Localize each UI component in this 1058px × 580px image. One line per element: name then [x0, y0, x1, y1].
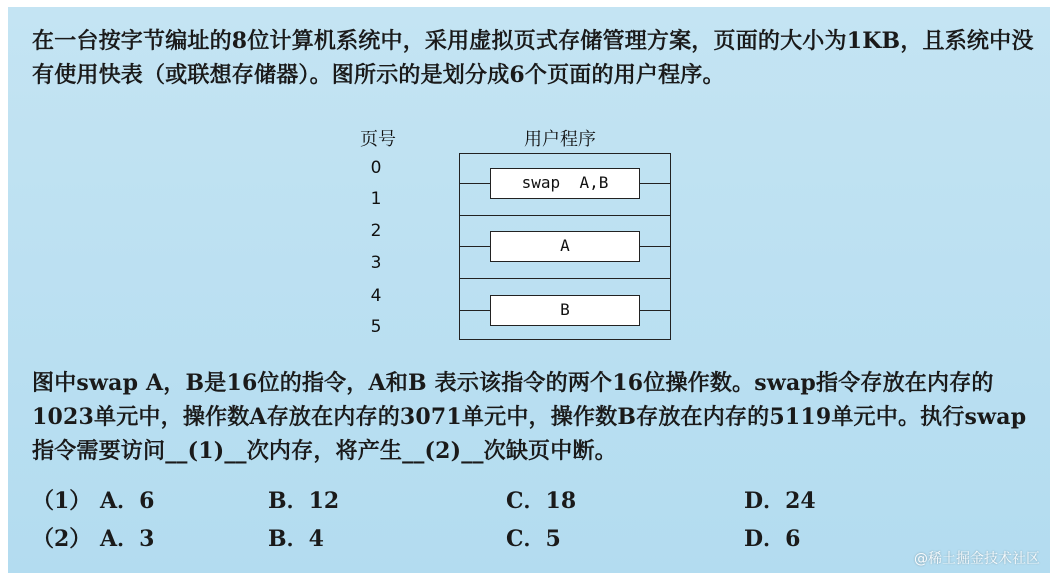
- q2-option-b: B．4: [268, 526, 324, 552]
- q1-option-a: A．6: [100, 488, 155, 514]
- q1-option-c: C．18: [506, 488, 577, 514]
- question-body: 图中swap A，B是16位的指令，A和B 表示该指令的两个16位操作数。swap指令存放在内存的1023单元中，操作数A存放在内存的3071单元中，操作数B存放在内存的5119单元中。执行swap指令需要访问__(1)__次内存，将产生__(2)__次缺页中断。: [32, 370, 1027, 464]
- operand-a-block: [490, 231, 640, 262]
- operand-a-label: A: [560, 236, 570, 255]
- swap-instruction-block: [490, 168, 640, 199]
- page-number-1: 1: [370, 189, 382, 209]
- connector-line: [460, 246, 490, 247]
- user-program-diagram: [459, 153, 671, 340]
- page-number-2: 2: [370, 221, 382, 241]
- page-number-0: 0: [370, 158, 382, 178]
- page-number-5: 5: [370, 317, 382, 337]
- connector-line: [640, 310, 671, 311]
- connector-line: [640, 183, 671, 184]
- page-number-header: 页号: [360, 129, 396, 150]
- q1-prefix: （1）: [32, 488, 92, 514]
- operand-b-block: [490, 295, 640, 326]
- q1-option-d: D．24: [744, 488, 816, 514]
- page-number-3: 3: [370, 253, 382, 273]
- page-divider: [460, 215, 670, 216]
- q2-option-a: A．3: [100, 526, 155, 552]
- operand-b-label: B: [560, 300, 570, 319]
- q2-option-c: C．5: [506, 526, 561, 552]
- q2-prefix: （2）: [32, 526, 92, 552]
- watermark: @稀土掘金技术社区: [914, 551, 1040, 567]
- connector-line: [640, 246, 671, 247]
- user-program-header: 用户程序: [524, 129, 596, 150]
- connector-line: [460, 183, 490, 184]
- q2-option-d: D．6: [744, 526, 801, 552]
- page-divider: [460, 278, 670, 279]
- q1-option-b: B．12: [268, 488, 340, 514]
- swap-instruction-label: swap A,B: [521, 173, 609, 192]
- connector-line: [460, 310, 490, 311]
- page-number-4: 4: [370, 286, 382, 306]
- question-intro: 在一台按字节编址的8位计算机系统中，采用虚拟页式存储管理方案，页面的大小为1KB，且系统中没有使用快表（或联想存储器）。图所示的是划分成6个页面的用户程序。: [32, 28, 1034, 88]
